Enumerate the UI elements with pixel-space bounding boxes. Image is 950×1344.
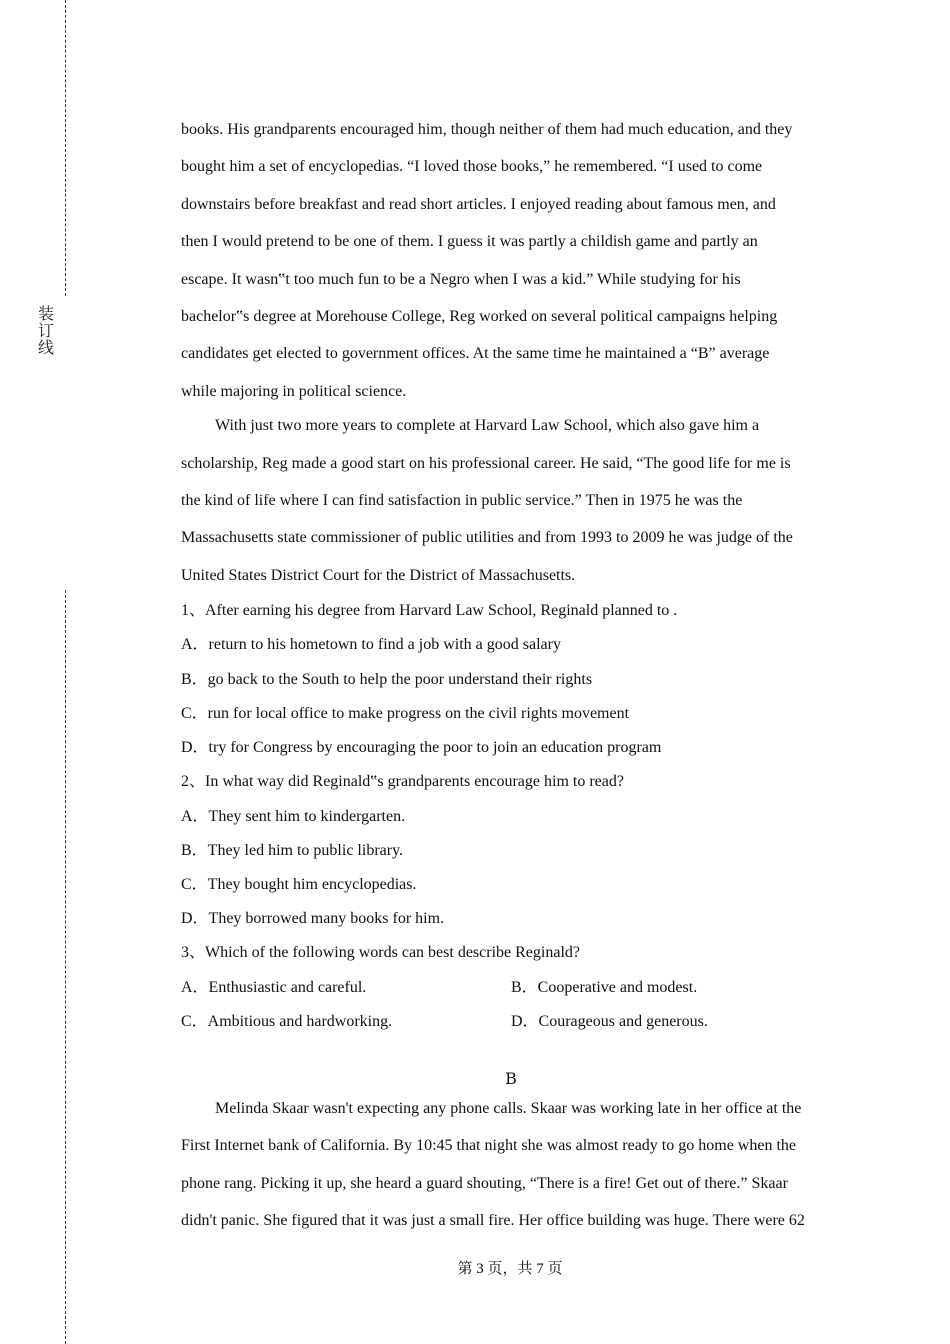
binding-line-label	[38, 305, 54, 356]
text-line: then I would pretend to be one of them. I guess it was partly a childish game and partly an	[181, 233, 758, 251]
answer-option: A．They sent him to kindergarten.	[181, 807, 406, 825]
text-line: Melinda Skaar wasn't expecting any phone calls. Skaar was working late in her office at the	[215, 1099, 802, 1117]
page-content	[181, 111, 841, 1240]
text-line: phone rang. Picking it up, she heard a guard shouting, “There is a fire! Get out of there.” Skaar	[181, 1174, 788, 1192]
text-line: With just two more years to complete at Harvard Law School, which also gave him a	[215, 417, 760, 435]
text-line: United States District Court for the District of Massachusetts.	[181, 566, 576, 584]
answer-option: C．run for local office to make progress on the civil rights movement	[181, 704, 630, 722]
text-line: downstairs before breakfast and read short articles. I enjoyed reading about famous men, and	[181, 195, 776, 213]
section-title: B	[505, 1068, 517, 1088]
question-stem: 1、After earning his degree from Harvard Law School, Reginald planned to .	[181, 602, 678, 620]
binding-char: 线	[38, 338, 55, 357]
answer-option: B．They led him to public library.	[181, 841, 404, 859]
binding-char: 装	[38, 304, 55, 323]
answer-option: B．go back to the South to help the poor understand their rights	[181, 670, 593, 688]
answer-option: D．They borrowed many books for him.	[181, 910, 445, 928]
answer-option: D．Courageous and generous.	[511, 1012, 708, 1030]
answer-option: C．Ambitious and hardworking.	[181, 1012, 393, 1030]
question-2	[181, 765, 841, 936]
page-footer: 第 3 页，共 7 页	[457, 1261, 563, 1277]
text-line: bought him a set of encyclopedias. “I loved those books,” he remembered. “I used to come	[181, 158, 763, 176]
binding-dashed-line-top	[65, 0, 66, 296]
text-line: Massachusetts state commissioner of public utilities and from 1993 to 2009 he was judge of the	[181, 529, 793, 547]
answer-option-row	[181, 971, 841, 1005]
text-line: scholarship, Reg made a good start on his professional career. He said, “The good life for me is	[181, 454, 791, 472]
question-1	[181, 594, 841, 765]
text-line: First Internet bank of California. By 10:45 that night she was almost ready to go home when the	[181, 1137, 796, 1155]
binding-char: 订	[38, 321, 55, 340]
answer-option: C．They bought him encyclopedias.	[181, 875, 417, 893]
text-line: the kind of life where I can find satisfaction in public service.” Then in 1975 he was the	[181, 492, 743, 510]
text-line: candidates get elected to government offices. At the same time he maintained a “B” average	[181, 345, 770, 363]
passage-b-paragraph-1	[181, 1090, 841, 1240]
answer-option: A．return to his hometown to find a job with a good salary	[181, 636, 561, 654]
question-stem: 3、Which of the following words can best describe Reginald?	[181, 944, 581, 962]
answer-option: D．try for Congress by encouraging the poor to join an education program	[181, 739, 662, 757]
text-line: escape. It wasn‟t too much fun to be a Negro when I was a kid.” While studying for his	[181, 270, 741, 288]
passage-a-paragraph-1	[181, 111, 841, 410]
passage-a-paragraph-2	[181, 407, 841, 594]
answer-option-row	[181, 1005, 841, 1039]
text-line: didn't panic. She figured that it was just a small fire. Her office building was huge. There were 62	[181, 1212, 805, 1230]
answer-option: B．Cooperative and modest.	[511, 978, 698, 996]
question-3	[181, 936, 841, 1039]
answer-option: A．Enthusiastic and careful.	[181, 978, 367, 996]
binding-dashed-line-bottom	[65, 590, 66, 1344]
text-line: books. His grandparents encouraged him, though neither of them had much education, and they	[181, 121, 793, 138]
text-line: bachelor‟s degree at Morehouse College, Reg worked on several political campaigns helping	[181, 308, 778, 326]
text-line: while majoring in political science.	[181, 382, 407, 400]
question-stem: 2、In what way did Reginald‟s grandparents encourage him to read?	[181, 773, 624, 791]
